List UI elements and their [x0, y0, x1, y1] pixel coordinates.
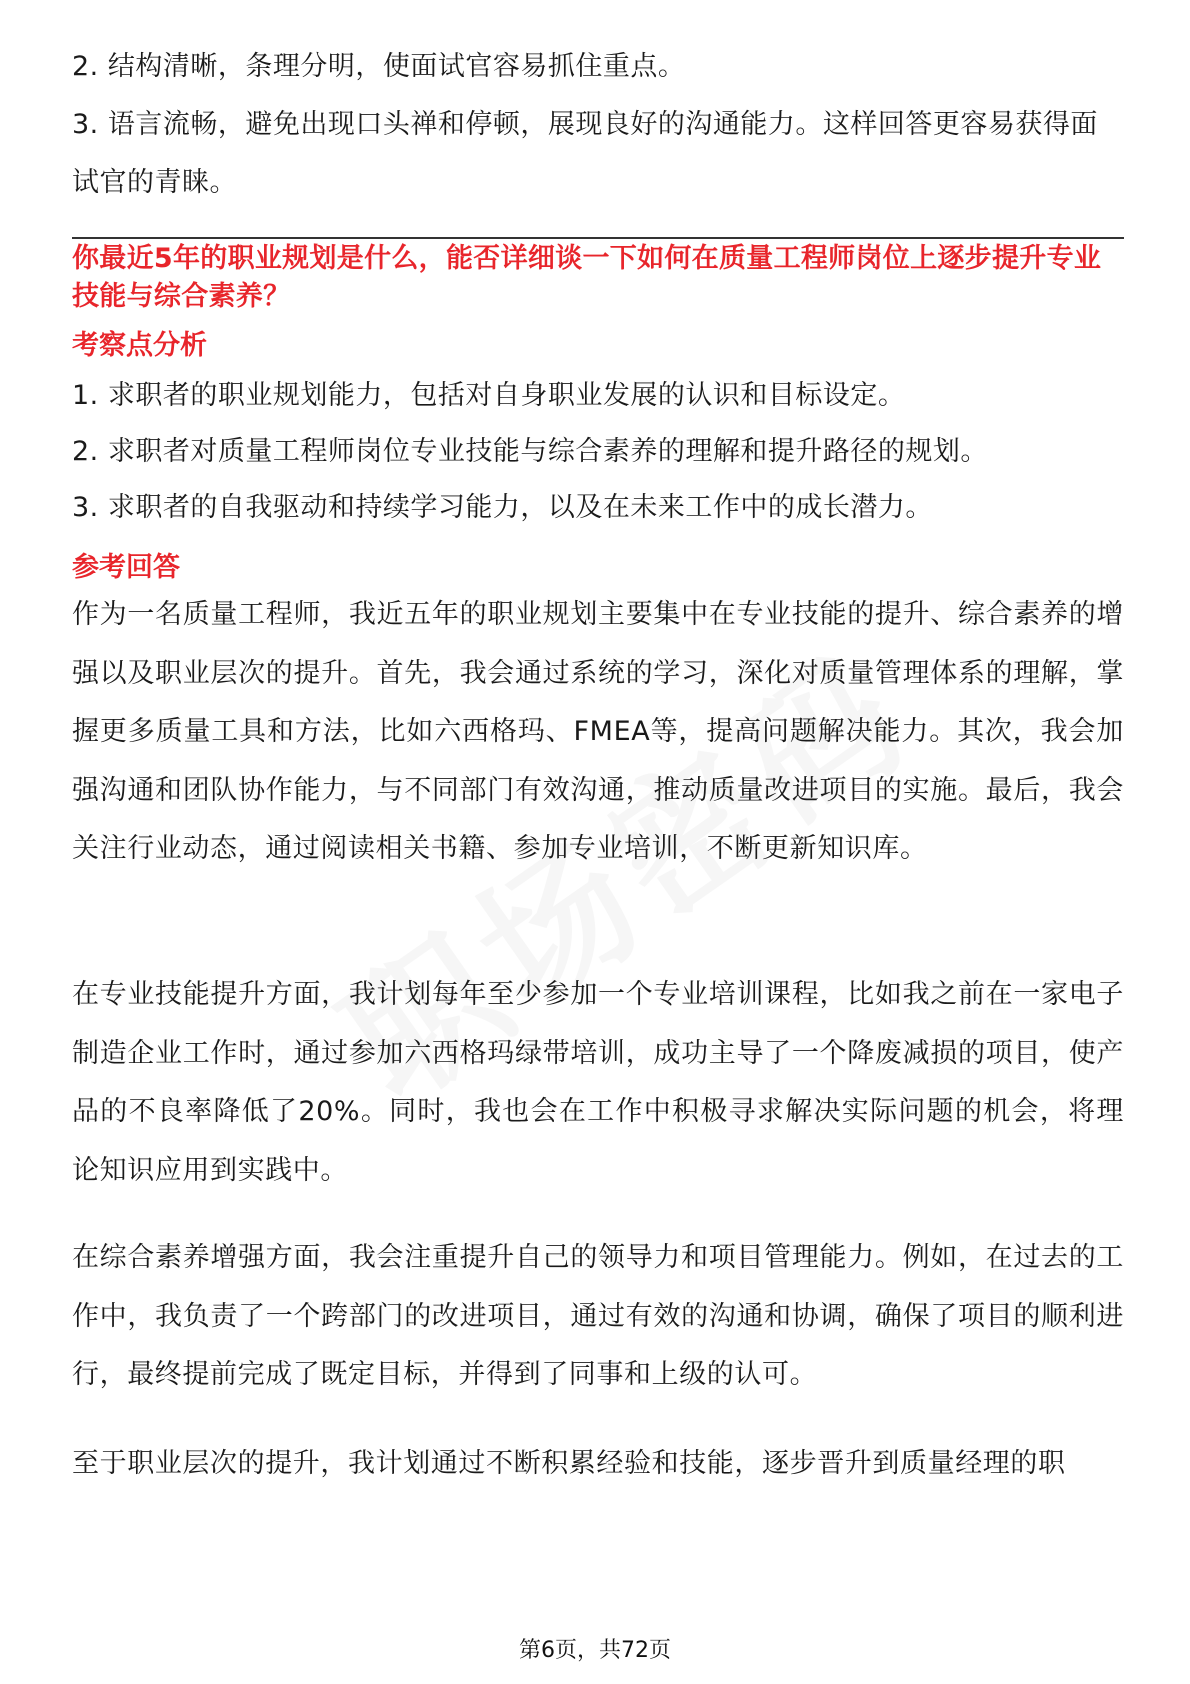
analysis-item: 1. 求职者的职业规划能力，包括对自身职业发展的认识和目标设定。	[72, 380, 906, 411]
page-footer: 第6页，共72页	[519, 1638, 671, 1663]
analysis-list	[72, 368, 1122, 536]
top-list	[72, 38, 1122, 212]
analysis-item: 3. 求职者的自我驱动和持续学习能力，以及在未来工作中的成长潜力。	[72, 492, 933, 523]
answer-paragraph	[72, 966, 1124, 1200]
answer-paragraph-text: 至于职业层次的提升，我计划通过不断积累经验和技能，逐步晋升到质量经理的职	[72, 1448, 1066, 1479]
question-title: 你最近5年的职业规划是什么，能否详细谈一下如何在质量工程师岗位上逐步提升专业技能与综合素养？	[72, 243, 1102, 312]
answer-paragraph-text: 在综合素养增强方面，我会注重提升自己的领导力和项目管理能力。例如，在过去的工作中，我负责了一个跨部门的改进项目，通过有效的沟通和协调，确保了项目的顺利进行，最终提前完成了既定目标，并得到了同事和上级的认可。	[72, 1242, 1124, 1390]
answer-heading: 参考回答	[72, 552, 180, 583]
answer-paragraph-text: 作为一名质量工程师，我近五年的职业规划主要集中在专业技能的提升、综合素养的增强以及职业层次的提升。首先，我会通过系统的学习，深化对质量管理体系的理解，掌握更多质量工具和方法，比如六西格玛、FMEA等，提高问题解决能力。其次，我会加强沟通和团队协作能力，与不同部门有效沟通，推动质量改进项目的实施。最后，我会关注行业动态，通过阅读相关书籍、参加专业培训，不断更新知识库。	[72, 599, 1124, 864]
answer-paragraph-text: 在专业技能提升方面，我计划每年至少参加一个专业培训课程，比如我之前在一家电子制造企业工作时，通过参加六西格玛绿带培训，成功主导了一个降废减损的项目，使产品的不良率降低了20%。同时，我也会在工作中积极寻求解决实际问题的机会，将理论知识应用到实践中。	[72, 979, 1124, 1186]
answer-section	[72, 548, 1122, 588]
top-list-item: 2. 结构清晰，条理分明，使面试官容易抓住重点。	[72, 51, 686, 82]
analysis-heading: 考察点分析	[72, 330, 207, 361]
answer-paragraph	[72, 586, 1124, 879]
section-divider	[72, 237, 1124, 239]
question-block	[72, 240, 1124, 316]
top-list-item: 3. 语言流畅，避免出现口头禅和停顿，展现良好的沟通能力。这样回答更容易获得面试官的青睐。	[72, 109, 1098, 198]
analysis-item: 2. 求职者对质量工程师岗位专业技能与综合素养的理解和提升路径的规划。	[72, 436, 988, 467]
answer-paragraph	[72, 1229, 1124, 1405]
analysis-section	[72, 326, 1122, 366]
answer-paragraph	[72, 1435, 1124, 1494]
